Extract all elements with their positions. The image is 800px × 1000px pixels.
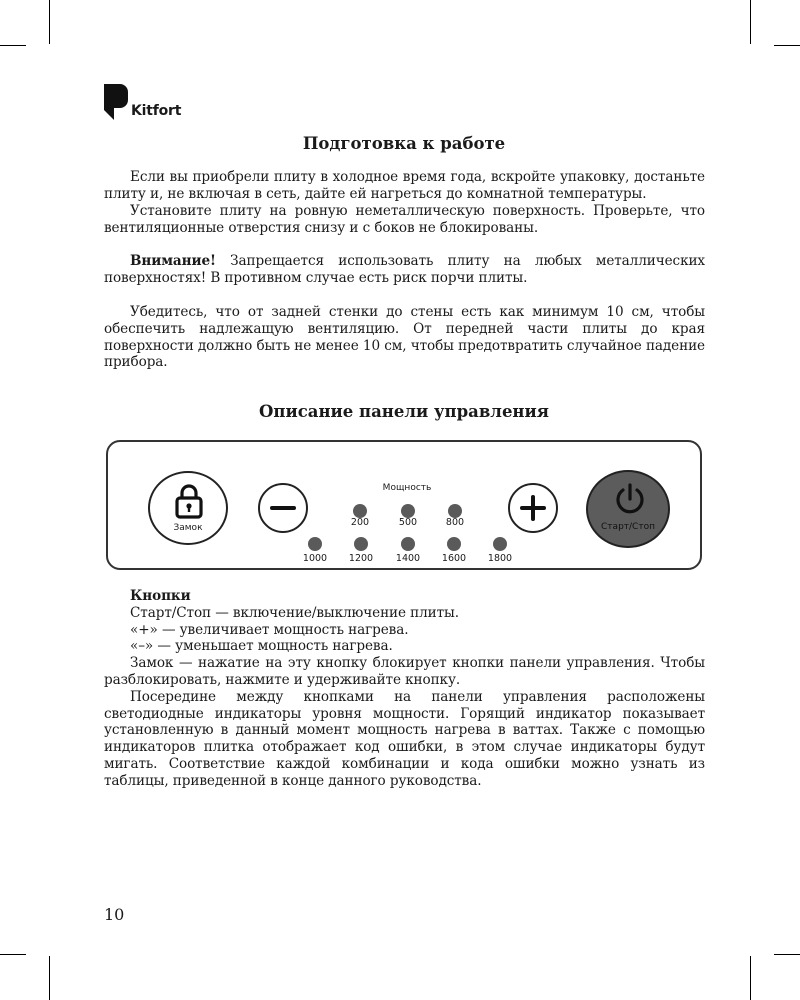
start-stop-description: Старт/Стоп — включение/выключение плиты. [130, 604, 460, 621]
paragraph-ventilation: Убедитесь, что от задней стенки до стены есть как минимум 10 см, чтобы обеспечить надлежащую вентиляцию. От передней части плиты до края поверхности должно быть не менее 10 см, чтобы предотвратить случайное падение прибора. [104, 304, 705, 371]
brand-logo [104, 84, 181, 120]
power-label-500: 500 [398, 517, 418, 528]
warning-label: Внимание! [130, 253, 216, 269]
lock-icon [174, 483, 204, 519]
plus-icon-v [531, 495, 535, 521]
start-stop-button [586, 470, 670, 548]
power-title: Мощность [382, 483, 432, 493]
paragraph-surface: Установите плиту на ровную неметаллическую поверхность. Проверьте, что вентиляционные отверстия снизу и с боков не блокированы. [104, 203, 705, 236]
led-1600 [447, 537, 461, 551]
led-1400 [401, 537, 415, 551]
buttons-title: Кнопки [130, 588, 191, 604]
led-1800 [493, 537, 507, 551]
section-title-control-panel: Описание панели управления [259, 402, 549, 421]
minus-icon [270, 506, 296, 510]
led-1200 [354, 537, 368, 551]
power-label-200: 200 [350, 517, 370, 528]
crop-mark [49, 956, 50, 1000]
crop-mark [0, 954, 26, 955]
led-500 [401, 504, 415, 518]
buttons-description [104, 588, 705, 790]
minus-button [258, 483, 308, 533]
power-label-1000: 1000 [302, 553, 328, 564]
power-label-1200: 1200 [348, 553, 374, 564]
plus-button [508, 483, 558, 533]
crop-mark [0, 45, 26, 46]
page-number: 10 [104, 905, 125, 924]
crop-mark [774, 45, 800, 46]
section-title-preparation: Подготовка к работе [302, 134, 506, 153]
leds-description: Посередине между кнопками на панели управления расположены светодиодные индикаторы уровня мощности. Горящий индикатор показывает установленную в данный момент мощность нагрева в ваттах. Также с помощью индикаторов плитка отображает код ошибки, в этом случае индикаторы будут мигать. Соответствие каждой комбинации и кода ошибки можно узнать из таблицы, приведенной в конце данного руководства. [104, 688, 705, 789]
led-200 [353, 504, 367, 518]
paragraph-warning [104, 253, 705, 287]
power-label-1400: 1400 [395, 553, 421, 564]
control-panel-diagram [106, 440, 702, 570]
crop-mark [750, 956, 751, 1000]
brand-name: Kitfort [131, 103, 182, 119]
power-label-800: 800 [445, 517, 465, 528]
lock-label: Замок [173, 523, 203, 533]
start-stop-label: Старт/Стоп [601, 522, 655, 532]
power-icon [613, 482, 647, 516]
paragraph-cold-season: Если вы приобрели плиту в холодное время года, вскройте упаковку, достаньте плиту и, не включая в сеть, дайте ей нагреться до комнатной температуры. [104, 169, 705, 202]
crop-mark [49, 0, 50, 44]
power-label-1600: 1600 [441, 553, 467, 564]
lock-description: Замок — нажатие на эту кнопку блокирует кнопки панели управления. Чтобы разблокировать, нажмите и удерживайте кнопку. [104, 655, 705, 688]
lock-button [148, 471, 228, 545]
minus-description: «–» — уменьшает мощность нагрева. [130, 638, 393, 655]
led-1000 [308, 537, 322, 551]
plus-description: «+» — увеличивает мощность нагрева. [130, 621, 409, 638]
crop-mark [774, 954, 800, 955]
led-800 [448, 504, 462, 518]
kitfort-logo-icon [104, 84, 128, 120]
crop-mark [750, 0, 751, 44]
power-label-1800: 1800 [487, 553, 513, 564]
warning-text: Запрещается использовать плиту на любых металлических поверхностях! В противном случае есть риск порчи плиты. [104, 253, 705, 286]
